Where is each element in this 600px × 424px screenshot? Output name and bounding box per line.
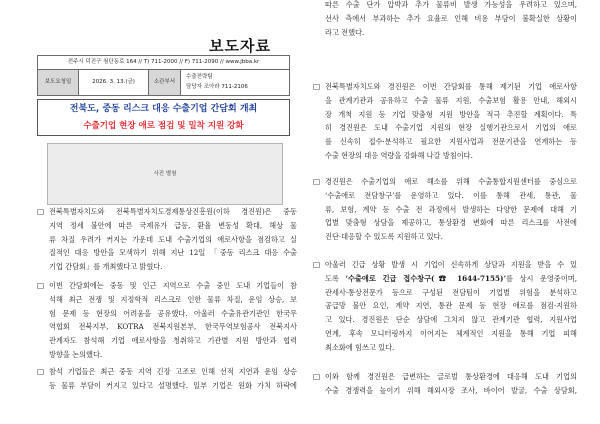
paragraph-line: 을 관계기관과 공유하고 수출 물류 지원, 수출보험 활용 안내, 해외시 <box>325 95 577 105</box>
paragraph-line: 진단·대응할 수 있도록 지원하고 있다. <box>325 232 443 242</box>
paragraph-line: 기업 간담회」를 개최했다고 밝혔다. <box>49 262 163 272</box>
paragraph-right-1 <box>313 80 577 163</box>
paragraph-line: 전북특별자치도와 경진원은 이번 간담회를 통해 제기된 기업 애로사항 <box>325 82 577 92</box>
paragraph-line-emphasis <box>325 272 577 286</box>
bullet-square: □ <box>313 82 321 92</box>
paragraph-line: 참석 기업들은 최근 중동 지역 긴장 고조로 인해 선적 지연과 운임 상승 <box>49 367 297 377</box>
bullet-square: □ <box>37 281 45 291</box>
paragraph-line: 공급망 불안 요인, 계약 지연, 통관 문제 등 현장 애로를 점검·지원하 <box>325 301 577 311</box>
paragraph-line: 를 신속히 접수·분석하고 필요한 지원사업과 전문기관을 연계하는 등 <box>325 137 577 147</box>
paragraph-line: 역협회 전북지부, KOTRA 전북지원본부, 한국무역보험공사 전북지사 <box>49 322 297 332</box>
paragraph-right-4 <box>313 370 577 398</box>
bullet-square: □ <box>37 207 45 217</box>
paragraph-left-2 <box>37 279 297 362</box>
paragraph-left-3 <box>37 365 297 393</box>
paragraph-line: 수출 경쟁력을 높이기 위해 해외시장 조사, 바이어 발굴, 수출 상담회, <box>325 385 577 395</box>
paragraph-right-3 <box>313 258 577 355</box>
bullet-square: □ <box>313 260 321 270</box>
paragraph-line: 최소화에 힘쓰고 있다. <box>325 342 395 352</box>
header-info-table <box>37 55 290 96</box>
paragraph-line: 이번 간담회에는 중동 및 인근 지역으로 수출 중인 도내 기업들이 참 <box>49 281 297 291</box>
document-title: 보도자료 <box>209 37 271 55</box>
bullet-square: □ <box>313 177 321 187</box>
department-cell <box>181 70 289 95</box>
headline-title: 전북도, 중동 리스크 대응 수출기업 간담회 개최 <box>69 104 258 114</box>
paragraph-continuation <box>313 0 577 40</box>
address-line: 전주시 덕진구 첨단동로 164 // T) 711-2000 // F) 711-2090 // www.jbba.kr <box>38 56 289 70</box>
paragraph-line: 수출 현장의 대응 역량을 강화해 나갈 방침이다. <box>325 151 473 161</box>
line-segment: 도록 <box>325 273 346 283</box>
paragraph-line: 따른 수출 단가 압박과 추가 물류비 발생 가능성을 우려하고 있으며, <box>325 0 577 10</box>
request-date: 2026. 3. 13.(금) <box>79 70 149 95</box>
paragraph-line: 아울러 긴급 상황 발생 시 기업이 신속하게 상담과 지원을 받을 수 있 <box>325 260 577 270</box>
headline-box <box>37 99 290 136</box>
paragraph-line: ‘수출애로 전담창구’를 운영하고 있다. 이를 통해 관세, 통관, 물 <box>325 190 577 200</box>
paragraph-line: 질적인 대응 방안을 모색하기 위해 지난 12일 「중동 리스크 대응 수출 <box>49 248 297 258</box>
paragraph-line: 등 물류 부담이 커지고 있다고 설명했다. 일부 기업은 원화 가치 하락에 <box>49 380 297 390</box>
paragraph-line: 험 문제 등 현장의 어려움을 공유했다. 아울러 수출유관기관인 한국무 <box>49 308 297 318</box>
paragraph-line: 방향을 논의했다. <box>49 350 103 360</box>
paragraph-line: 전북특별자치도와 전북특별자치도경제통상진흥원(이하 경진원)은 중동 <box>49 207 297 217</box>
paragraph-right-2 <box>313 175 577 244</box>
headline-subtitle: 수출기업 현장 애로 점검 및 밀착 지원 강화 <box>83 121 244 131</box>
paragraph-line: 석해 최근 전쟁 및 지정학적 리스크로 인한 물류 차질, 운임 상승, 보 <box>49 294 297 304</box>
department-name: 수출전략팀 <box>186 74 213 80</box>
paragraph-line: 업별 맞춤형 상담을 제공하고, 통상환경 변화에 따른 리스크를 사전에 <box>325 218 577 228</box>
paragraph-line: 관세사·통상전문가 등으로 구성된 전담팀이 기업별 위험을 분석하고 <box>325 287 577 297</box>
bullet-square: □ <box>313 372 321 382</box>
department-label: 소관부서 <box>149 70 181 95</box>
paragraph-line: 라고 전했다. <box>325 27 365 37</box>
paragraph-line: 경진원은 수출기업의 애로 해소를 위해 수출통합지원센터를 중심으로 <box>325 177 577 187</box>
line-segment: 를 상시 운영중이며, <box>505 273 577 283</box>
contact-person: 담당자 조아라 711-2106 <box>186 83 248 90</box>
paragraph-line: 선사 측에서 부과하는 추가 요율로 인해 비용 부담이 불확실한 상황이 <box>325 13 577 23</box>
hotline-emphasis: ‘수출애로 긴급 접수창구(☎ 1644-7155)’ <box>345 273 506 283</box>
request-date-label: 보도요청일 <box>38 70 79 95</box>
paragraph-line: 류 차질 우려가 커지는 가운데 도내 수출기업의 애로사항을 점검하고 실 <box>49 234 297 244</box>
paragraph-line: 히 경진원은 도내 수출기업 지원의 현장 실행기관으로서 기업의 애로 <box>325 123 577 133</box>
paragraph-left-1 <box>37 205 297 274</box>
paragraph-line: 고 있다. 경진원은 단순 상담에 그치지 않고 관계기관 협력, 지원사업 <box>325 315 577 325</box>
paragraph-line: 류, 보험, 계약 등 수출 전 과정에서 발생하는 다양한 문제에 대해 기 <box>325 204 577 214</box>
paragraph-line: 연계, 후속 모니터링까지 이어지는 체계적인 지원을 통해 기업 피해 <box>325 329 577 339</box>
paragraph-line: 관계자도 참석해 기업 애로사항을 청취하고 기관별 지원 방안과 협력 <box>49 336 297 346</box>
paragraph-line: 장 개척 지원 등 기업 맞춤형 지원 방안을 적극 추진할 계획이다. 특 <box>325 109 577 119</box>
bullet-square: □ <box>37 367 45 377</box>
paragraph-line: 이와 함께 경진원은 급변하는 글로벌 통상환경에 대응해 도내 기업의 <box>325 372 577 382</box>
photo-placeholder: 사진 별첨 <box>47 143 283 205</box>
paragraph-line: 지역 정세 불안에 따른 국제유가 급등, 환율 변동성 확대, 해상 물 <box>49 220 297 230</box>
